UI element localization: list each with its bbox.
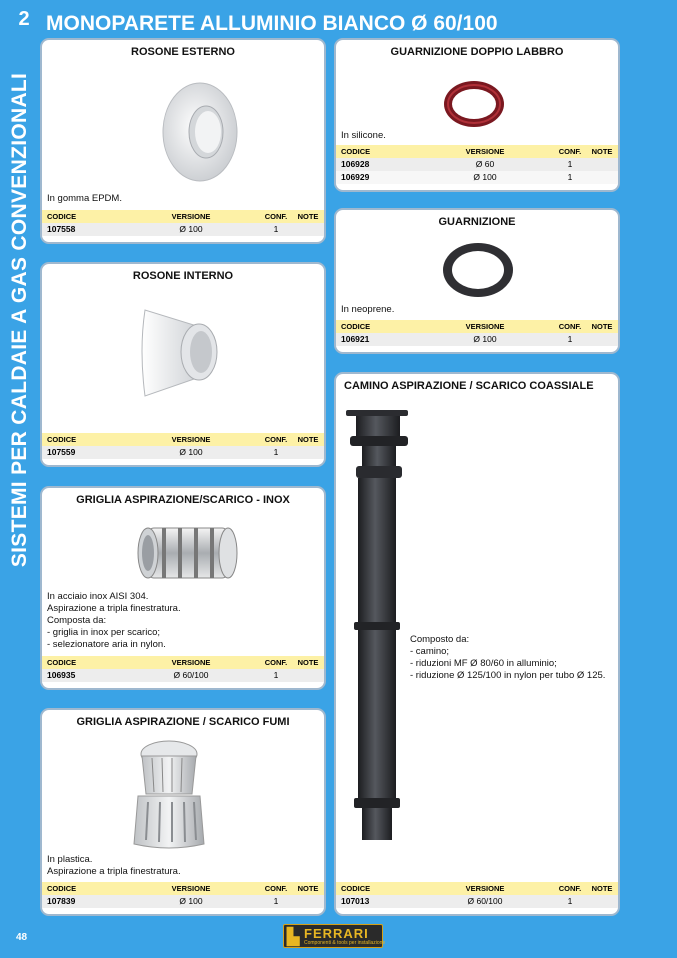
cell-versione: Ø 100	[473, 334, 497, 344]
product-table	[336, 882, 618, 908]
griglia-fumi-image	[128, 738, 210, 852]
table-row	[42, 446, 324, 459]
cell-versione: Ø 100	[179, 447, 203, 457]
logo-tagline: Componenti & tools per installazione	[304, 940, 386, 946]
card-title: CAMINO ASPIRAZIONE / SCARICO COASSIALE	[344, 380, 594, 392]
table-row	[42, 895, 324, 908]
product-table	[336, 145, 618, 184]
col-versione: VERSIONE	[171, 658, 211, 667]
card-description: In gomma EPDM.	[47, 193, 122, 204]
table-header-row	[42, 656, 324, 669]
camino-image	[342, 404, 412, 848]
griglia-inox-image	[134, 522, 242, 584]
col-conf: CONF.	[264, 435, 288, 444]
cell-codice: 107013	[341, 896, 370, 906]
card-description: Composto da: - camino; - riduzioni MF Ø 80/60 in alluminio; - riduzione Ø 125/100 in nylon per tubo Ø 125.	[410, 634, 606, 681]
col-codice: CODICE	[47, 658, 77, 667]
product-table	[42, 433, 324, 459]
col-conf: CONF.	[264, 884, 288, 893]
card-rosone-esterno	[40, 38, 326, 244]
cell-versione: Ø 100	[179, 224, 203, 234]
card-title: ROSONE INTERNO	[132, 270, 234, 282]
col-conf: CONF.	[558, 147, 582, 156]
table-header-row	[42, 882, 324, 895]
card-description: In plastica. Aspirazione a tripla finestratura.	[47, 854, 181, 877]
col-versione: VERSIONE	[465, 884, 505, 893]
rosone-interno-image	[137, 300, 223, 406]
cell-codice: 106935	[47, 670, 76, 680]
vertical-section-title	[4, 40, 36, 600]
guarnizione-doppio-labbro-image	[440, 76, 508, 132]
card-title: GRIGLIA ASPIRAZIONE / SCARICO FUMI	[76, 716, 290, 728]
col-conf: CONF.	[264, 658, 288, 667]
product-table	[42, 882, 324, 908]
col-note: NOTE	[591, 147, 613, 156]
cell-codice: 106929	[341, 172, 370, 182]
col-versione: VERSIONE	[171, 884, 211, 893]
logo-mark-icon: ▙	[287, 929, 300, 946]
page-number: 48	[16, 932, 28, 943]
col-codice: CODICE	[47, 435, 77, 444]
cell-codice: 107839	[47, 896, 76, 906]
cell-codice: 106928	[341, 159, 370, 169]
card-camino	[334, 372, 620, 916]
col-versione: VERSIONE	[465, 147, 505, 156]
cell-versione: Ø 60	[475, 159, 495, 169]
col-note: NOTE	[297, 435, 319, 444]
card-rosone-interno	[40, 262, 326, 467]
vertical-section-title-text: SISTEMI PER CALDAIE A GAS CONVENZIONALI	[8, 72, 31, 568]
table-header-row	[336, 145, 618, 158]
table-header-row	[42, 433, 324, 446]
card-guarnizione	[334, 208, 620, 354]
cell-codice: 107559	[47, 447, 76, 457]
cell-versione: Ø 100	[179, 896, 203, 906]
cell-conf: 1	[273, 670, 279, 680]
col-note: NOTE	[297, 658, 319, 667]
page-title: MONOPARETE ALLUMINIO BIANCO Ø 60/100	[46, 12, 498, 35]
table-header-row	[336, 320, 618, 333]
table-row	[42, 669, 324, 682]
product-table	[42, 656, 324, 682]
col-versione: VERSIONE	[171, 435, 211, 444]
col-codice: CODICE	[341, 322, 371, 331]
col-note: NOTE	[591, 884, 613, 893]
ferrari-logo	[283, 924, 386, 948]
cell-versione: Ø 60/100	[467, 896, 503, 906]
cell-conf: 1	[567, 159, 573, 169]
card-description: In acciaio inox AISI 304. Aspirazione a tripla finestratura. Composta da: - griglia in inox per scarico; - selezionatore aria in nylon.	[47, 591, 181, 650]
rosone-esterno-image	[160, 80, 240, 184]
col-conf: CONF.	[264, 212, 288, 221]
table-row	[336, 333, 618, 346]
product-table	[336, 320, 618, 346]
card-griglia-inox	[40, 486, 326, 690]
table-header-row	[336, 882, 618, 895]
card-title: ROSONE ESTERNO	[131, 46, 235, 58]
cell-conf: 1	[273, 896, 279, 906]
card-description: In neoprene.	[341, 304, 395, 315]
cell-conf: 1	[567, 172, 573, 182]
cell-conf: 1	[273, 447, 279, 457]
col-codice: CODICE	[341, 884, 371, 893]
col-codice: CODICE	[47, 212, 77, 221]
table-row	[336, 171, 618, 184]
col-codice: CODICE	[47, 884, 77, 893]
table-row	[42, 223, 324, 236]
col-note: NOTE	[591, 322, 613, 331]
cell-codice: 106921	[341, 334, 370, 344]
col-versione: VERSIONE	[465, 322, 505, 331]
cell-conf: 1	[567, 896, 573, 906]
card-title: GUARNIZIONE DOPPIO LABBRO	[390, 46, 564, 58]
cell-conf: 1	[567, 334, 573, 344]
table-row	[336, 158, 618, 171]
cell-conf: 1	[273, 224, 279, 234]
cell-versione: Ø 60/100	[173, 670, 209, 680]
product-table	[42, 210, 324, 236]
guarnizione-image	[440, 240, 516, 300]
table-row	[336, 895, 618, 908]
col-codice: CODICE	[341, 147, 371, 156]
col-conf: CONF.	[558, 884, 582, 893]
col-conf: CONF.	[558, 322, 582, 331]
table-header-row	[42, 210, 324, 223]
col-versione: VERSIONE	[171, 212, 211, 221]
logo-name: FERRARI	[304, 926, 369, 941]
cell-codice: 107558	[47, 224, 76, 234]
cell-versione: Ø 100	[473, 172, 497, 182]
card-guarnizione-doppio-labbro	[334, 38, 620, 192]
card-description: In silicone.	[341, 130, 386, 141]
card-title: GRIGLIA ASPIRAZIONE/SCARICO - INOX	[76, 494, 290, 506]
col-note: NOTE	[297, 884, 319, 893]
col-note: NOTE	[297, 212, 319, 221]
card-title: GUARNIZIONE	[438, 216, 516, 228]
section-number: 2	[18, 8, 30, 30]
card-griglia-fumi	[40, 708, 326, 916]
